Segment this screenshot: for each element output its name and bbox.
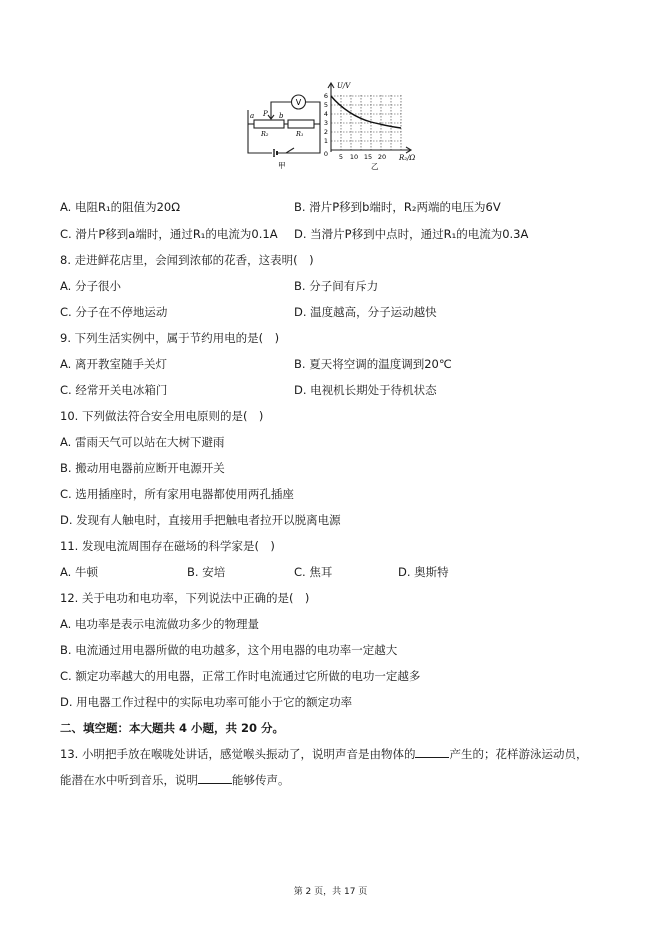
circuit-caption: 甲 [278, 161, 286, 170]
q10-option-c: C. 选用插座时，所有家用电器都使用两孔插座 [60, 487, 294, 501]
resistor-r1 [288, 120, 314, 128]
y-tick-label: 5 [323, 101, 328, 109]
graph [324, 82, 416, 170]
q13-line-1 [60, 747, 587, 761]
q11-option-d: D. 奥斯特 [398, 565, 449, 579]
y-tick-label: 2 [323, 128, 328, 136]
q12-option-d: D. 用电器工作过程中的实际电功率可能小于它的额定功率 [60, 695, 353, 709]
q8-option-d: D. 温度越高，分子运动越快 [294, 305, 437, 319]
q13-text-1: 13. 小明把手放在喉咙处讲话，感觉喉头振动了，说明声音是由物体的 [60, 747, 416, 761]
q9-option-d: D. 电视机长期处于待机状态 [294, 383, 437, 397]
q11-option-c: C. 焦耳 [294, 565, 333, 579]
q7-option-c: C. 滑片P移到a端时，通过R₁的电流为0.1A [60, 227, 278, 241]
graph-grid [331, 95, 401, 150]
q12-stem: 12. 关于电功和电功率，下列说法中正确的是( ) [60, 591, 310, 605]
q13-blank-1[interactable] [415, 747, 449, 758]
point-a-label: a [250, 112, 255, 120]
q8-option-c: C. 分子在不停地运动 [60, 305, 168, 319]
x-tick-label: 5 [338, 153, 344, 161]
figure-svg [238, 80, 428, 170]
q13-blank-2[interactable] [198, 773, 232, 784]
y-tick-label: 3 [323, 119, 328, 127]
q9-stem: 9. 下列生活实例中，属于节约用电的是( ) [60, 331, 280, 345]
q12-option-c: C. 额定功率越大的用电器，正常工作时电流通过它所做的电功一定越多 [60, 669, 421, 683]
q12-option-b: B. 电流通过用电器所做的电功越多，这个用电器的电功率一定越大 [60, 643, 398, 657]
q7-option-d: D. 当滑片P移到中点时，通过R₁的电流为0.3A [294, 227, 529, 241]
graph-y-label: U/V [337, 82, 351, 90]
y-tick-label: 4 [323, 110, 328, 118]
q10-option-a: A. 雷雨天气可以站在大树下避雨 [60, 435, 225, 449]
q13-text-4: 能够传声。 [232, 773, 290, 787]
q11-stem: 11. 发现电流周围存在磁场的科学家是( ) [60, 539, 275, 553]
graph-caption: 乙 [371, 162, 379, 170]
point-b-label: b [279, 112, 284, 120]
graph-x-label: R₂/Ω [399, 154, 416, 162]
q11-option-a: A. 牛顿 [60, 565, 98, 579]
q13-text-3: 能潜在水中听到音乐，说明 [60, 773, 198, 787]
q8-stem: 8. 走进鲜花店里，会闻到浓郁的花香，这表明( ) [60, 253, 314, 267]
x-tick-label: 20 [377, 153, 387, 161]
circuit-diagram [248, 102, 320, 157]
q13-line-2 [60, 773, 290, 787]
q10-option-d: D. 发现有人触电时，直接用手把触电者拉开以脱离电源 [60, 513, 341, 527]
y-tick-label: 1 [323, 137, 328, 145]
resistor-r2 [254, 120, 284, 128]
x-tick-label: 10 [349, 153, 359, 161]
q9-option-b: B. 夏天将空调的温度调到20℃ [294, 357, 452, 371]
q7-option-b: B. 滑片P移到b端时，R₂两端的电压为6V [294, 200, 501, 214]
q12-option-a: A. 电功率是表示电流做功多少的物理量 [60, 617, 259, 631]
q10-option-b: B. 搬动用电器前应断开电源开关 [60, 461, 225, 475]
q8-option-a: A. 分子很小 [60, 279, 121, 293]
section-heading: 二、填空题：本大题共 4 小题，共 20 分。 [60, 721, 285, 735]
q8-option-b: B. 分子间有斥力 [294, 279, 379, 293]
q9-option-a: A. 离开教室随手关灯 [60, 357, 167, 371]
q11-option-b: B. 安培 [187, 565, 226, 579]
q13-text-2: 产生的；花样游泳运动员， [449, 747, 588, 761]
r1-label: R₁ [296, 130, 304, 138]
x-tick-label: 15 [363, 153, 373, 161]
page-footer: 第 2 页，共 17 页 [293, 887, 368, 897]
q9-option-c: C. 经常开关电冰箱门 [60, 383, 168, 397]
r2-label: R₂ [261, 130, 269, 138]
origin-label: 0 [323, 150, 328, 158]
q10-stem: 10. 下列做法符合安全用电原则的是( ) [60, 409, 264, 423]
question-figure [238, 80, 428, 170]
slider-label: P [263, 110, 268, 118]
y-tick-label: 6 [323, 92, 328, 100]
voltmeter-label: V [295, 98, 302, 107]
q7-option-a: A. 电阻R₁的阻值为20Ω [60, 200, 180, 214]
